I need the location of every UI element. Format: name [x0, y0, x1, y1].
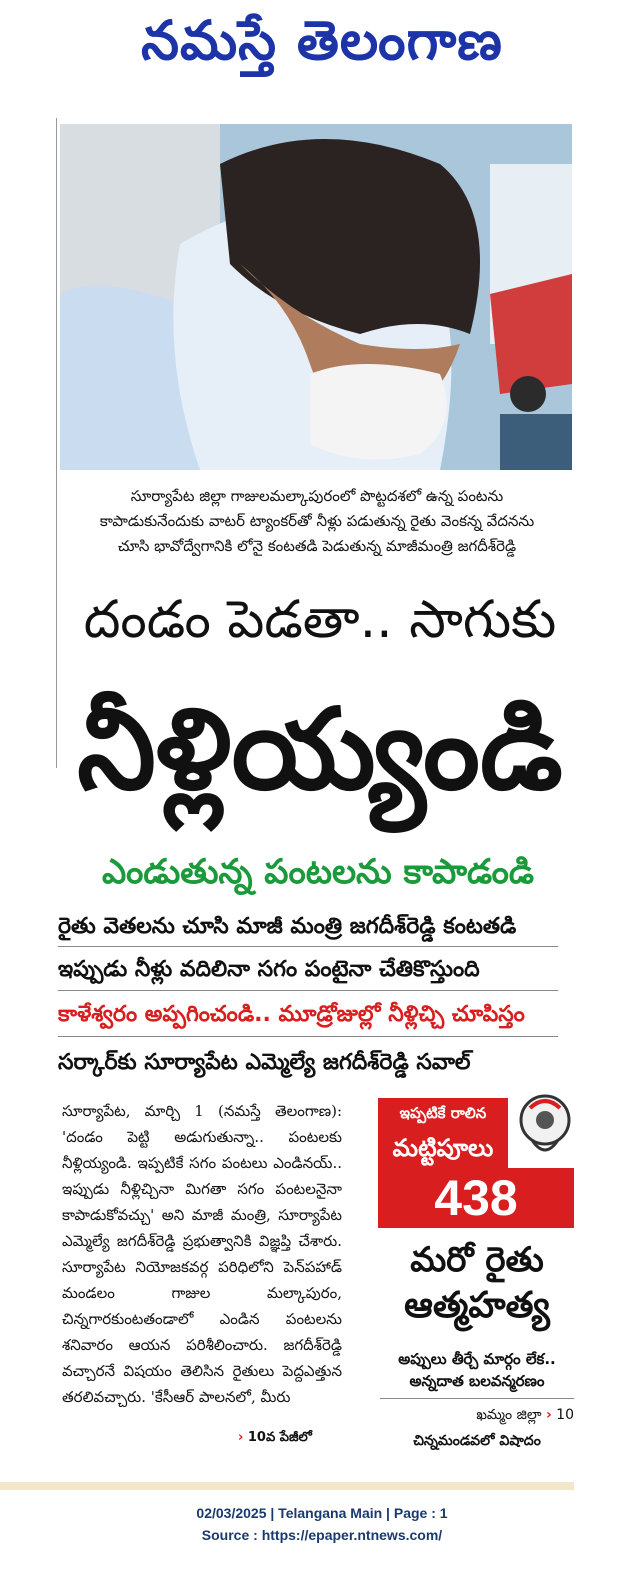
farmer-graphic-icon	[510, 1090, 580, 1170]
counter-label-2: మట్టిపూలు	[378, 1128, 508, 1168]
dateline-page: 10	[556, 1407, 574, 1423]
deck-line-4: సర్కార్‌కు సూర్యాపేట ఎమ్మెల్యే జగదీశ్‌రెడ్డి సవాల్	[58, 1050, 471, 1075]
sidebar-dateline[interactable]	[380, 1404, 574, 1426]
photo-caption: సూర్యాపేట జిల్లా గాజులమల్కాపురంలో పొట్టదశలో ఉన్న పంటను కాపాడుకునేందుకు వాటర్ ట్యాంకర్‌తో నీళ్లు పడుతున్న రైతు వెంకన్న వేదనను చూసి భావోద్వేగానికి లోనై కంటతడి పెడుతున్న మాజీమంత్రి జగదీశ్‌రెడ్డి	[99, 487, 535, 555]
counter-label-1: ఇప్పటికే రాలిన	[378, 1098, 508, 1128]
deck-divider	[58, 990, 558, 991]
sidebar-headline-2: ఆత్మహత్య	[404, 1285, 550, 1326]
footer-band	[0, 1482, 574, 1490]
sidebar-headline-1: మరో రైతు	[410, 1240, 544, 1280]
chevron-right-icon: ›	[545, 1407, 552, 1423]
sidebar-subhead: చిన్నమండవలో విషాదం	[413, 1433, 541, 1449]
masthead-title: నమస్తే తెలంగాణ	[141, 8, 503, 72]
footer-date-page: 02/03/2025 | Telangana Main | Page : 1	[196, 1505, 448, 1521]
deck-line-3: కాళేశ్వరం అప్పగించండి.. మూడ్రోజుల్లో నీళ్లిచ్చి చూపిస్తం	[58, 1002, 525, 1027]
deck-divider	[58, 1036, 558, 1037]
chevron-right-icon: ›	[238, 1430, 244, 1445]
article-body: సూర్యాపేట, మార్చి 1 (నమస్తే తెలంగాణ): 'దండం పెట్టి అడుగుతున్నా.. పంటలకు నీళ్లియ్యండి. ఇప్పటికే సగం పంటలు ఎండినయ్.. ఇప్పుడు నీళ్లిచ్చినా మిగతా సగం పంటలనైనా కాపాడుకోవచ్చు' అని మాజీ మంత్రి, సూర్యాపేట ఎమ్మెల్యే జగదీశ్‌రెడ్డి ప్రభుత్వానికి విజ్ఞప్తి చేశారు. సూర్యాపేట నియోజకవర్గ పరిధిలోని పెన్‌పహాడ్ మండలం గాజుల మల్కాపురం, చిన్నగారకుంటతండాలో ఎండిన పంటలను శనివారం ఆయన పరిశీలించారు. జగదీశ్‌రెడ్డి వచ్చారనే విషయం తెలిసిన రైతులు పెద్దఎత్తున తరలివచ్చారు. 'కేసీఆర్ పాలనలో, మీరు	[62, 1102, 342, 1406]
headline-line-3: ఎండుతున్న పంటలను కాపాడండి	[101, 852, 535, 892]
jump-label: 10వ పేజీలో	[247, 1430, 312, 1445]
column-divider	[56, 118, 57, 768]
photo-illustration	[60, 124, 572, 470]
deck-line-1: రైతు వెతలను చూసి మాజీ మంత్రి జగదీశ్‌రెడ్డి కంటతడి	[58, 914, 517, 939]
headline-line-1: దండం పెడతా.. సాగుకు	[83, 590, 557, 650]
deck-divider	[58, 946, 558, 947]
dateline-place: ఖమ్మం జిల్లా	[476, 1407, 542, 1423]
sidebar-divider	[380, 1398, 574, 1399]
footer-source-link[interactable]: Source : https://epaper.ntnews.com/	[201, 1527, 443, 1543]
sidebar-deck: అప్పులు తీర్చే మార్గం లేక.. అన్నదాత బలవన్మరణం	[398, 1350, 556, 1390]
suicide-counter: 438	[378, 1168, 574, 1228]
deck-line-2: ఇప్పుడు నీళ్లు వదిలినా సగం పంటైనా చేతికొస్తుంది	[58, 957, 480, 982]
continued-on-page[interactable]	[238, 1430, 312, 1448]
headline-line-2: నీళ్లియ్యండి	[77, 685, 563, 815]
news-photo	[60, 124, 572, 470]
masthead	[0, 0, 644, 88]
